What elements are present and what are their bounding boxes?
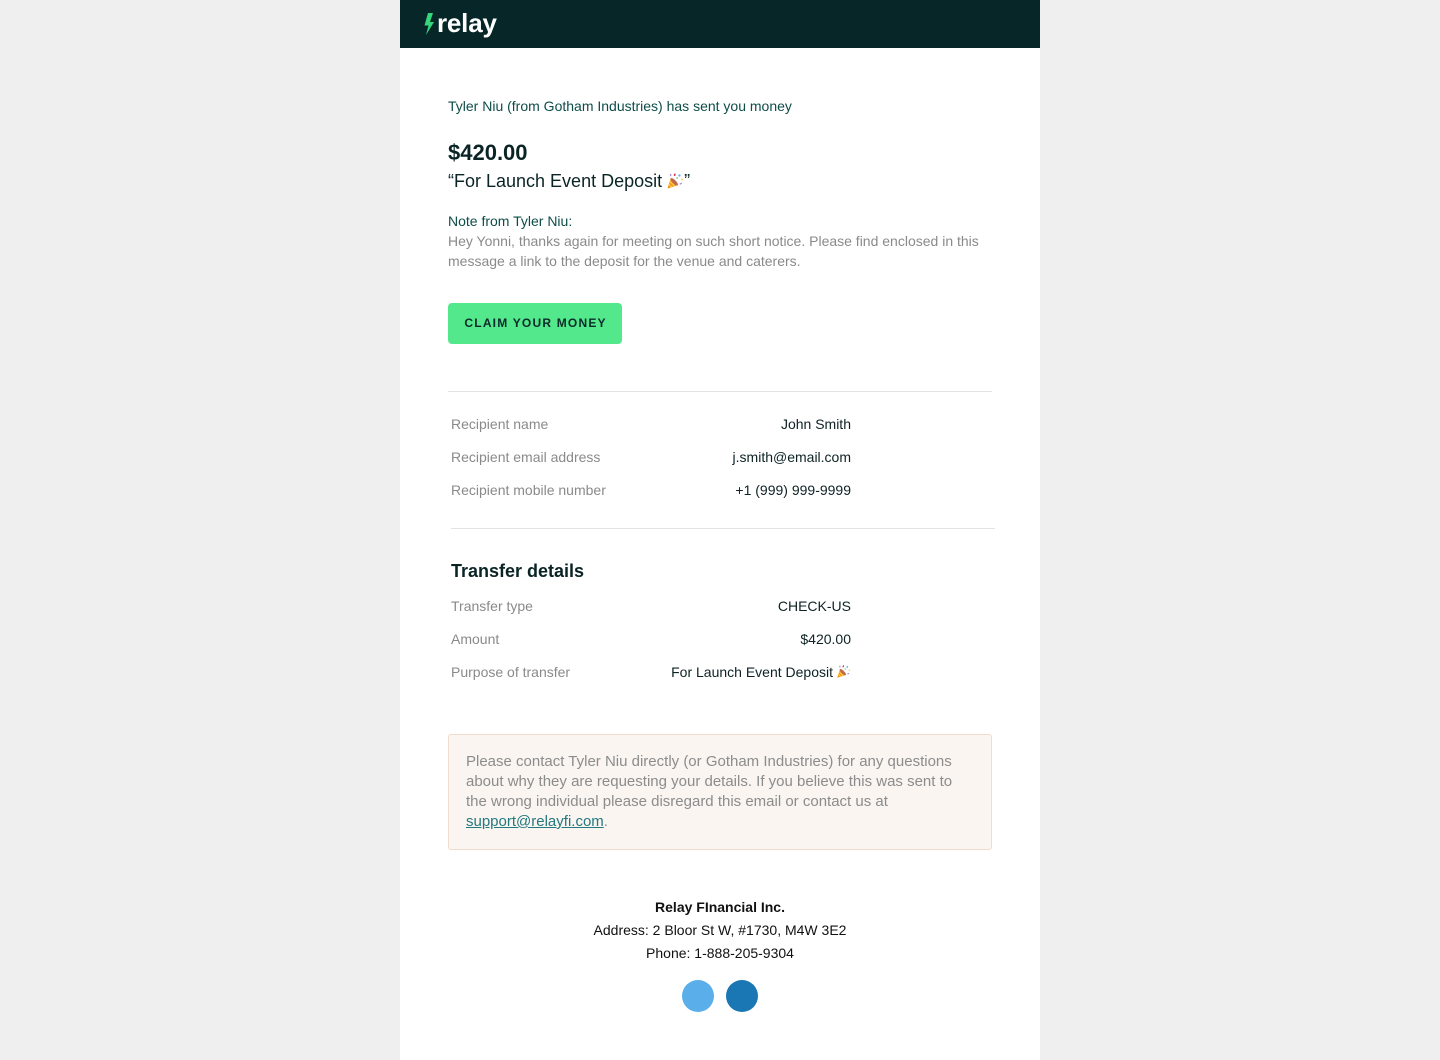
table-row [451,441,851,474]
quote-close: ” [684,171,691,191]
company-phone: Phone: 1-888-205-9304 [646,945,794,961]
notice-box [448,734,992,850]
support-email-link[interactable]: support@relayfi.com [466,813,604,830]
row-label: Purpose of transfer [451,664,571,680]
transfer-details-table [451,590,851,689]
note-label: Note from Tyler Niu: [448,213,573,229]
lightning-bolt-icon [423,13,435,35]
divider [451,528,995,529]
note-body: Hey Yonni, thanks again for meeting on such short notice. Please find enclosed in this message a link to the deposit for the venue and caterers. [448,233,979,269]
transfer-details-heading: Transfer details [451,561,585,581]
row-label: Amount [451,631,500,647]
row-label: Recipient name [451,416,549,432]
table-row [451,590,851,623]
row-label: Recipient mobile number [451,482,606,498]
row-value [671,656,851,689]
twitter-icon[interactable] [682,980,714,1012]
logo-text: relay [437,8,497,38]
row-value: CHECK-US [777,598,851,614]
company-name: Relay FInancial Inc. [655,899,785,915]
transfer-purpose-quote [448,169,992,193]
row-value: j.smith@email.com [732,449,851,465]
company-address: Address: 2 Bloor St W, #1730, M4W 3E2 [593,922,847,938]
social-links [448,980,992,1012]
table-row [451,474,851,507]
divider [448,391,992,392]
row-label: Transfer type [451,598,533,614]
linkedin-icon[interactable] [726,980,758,1012]
email-container [400,0,1040,1060]
email-header [400,0,1040,48]
notice-suffix: . [603,813,608,830]
party-popper-icon [666,172,684,190]
notice-message: Please contact Tyler Niu directly (or Gotham Industries) for any questions about why they are requesting your details. If you believe this was sent to the wrong individual please disregard this email or contact us at [466,753,953,810]
row-value: $420.00 [800,631,851,647]
notice-text [466,752,966,832]
table-row [451,656,851,689]
purpose-text: For Launch Event Deposit [454,171,663,191]
row-value: +1 (999) 999-9999 [735,482,851,498]
row-label: Recipient email address [451,449,601,465]
relay-logo[interactable] [423,0,497,48]
table-row [451,408,851,441]
row-value: John Smith [780,416,851,432]
table-row [451,623,851,656]
claim-money-button[interactable]: CLAIM YOUR MONEY [448,303,622,344]
recipient-details-table [451,408,851,507]
party-popper-icon [836,664,851,679]
quote-open: “ [448,171,454,191]
purpose-value-text: For Launch Event Deposit [671,664,833,680]
sender-intro: Tyler Niu (from Gotham Industries) has sent you money [448,98,792,114]
transfer-amount: $420.00 [448,140,528,165]
email-footer [448,896,992,965]
email-body [400,96,1040,1012]
